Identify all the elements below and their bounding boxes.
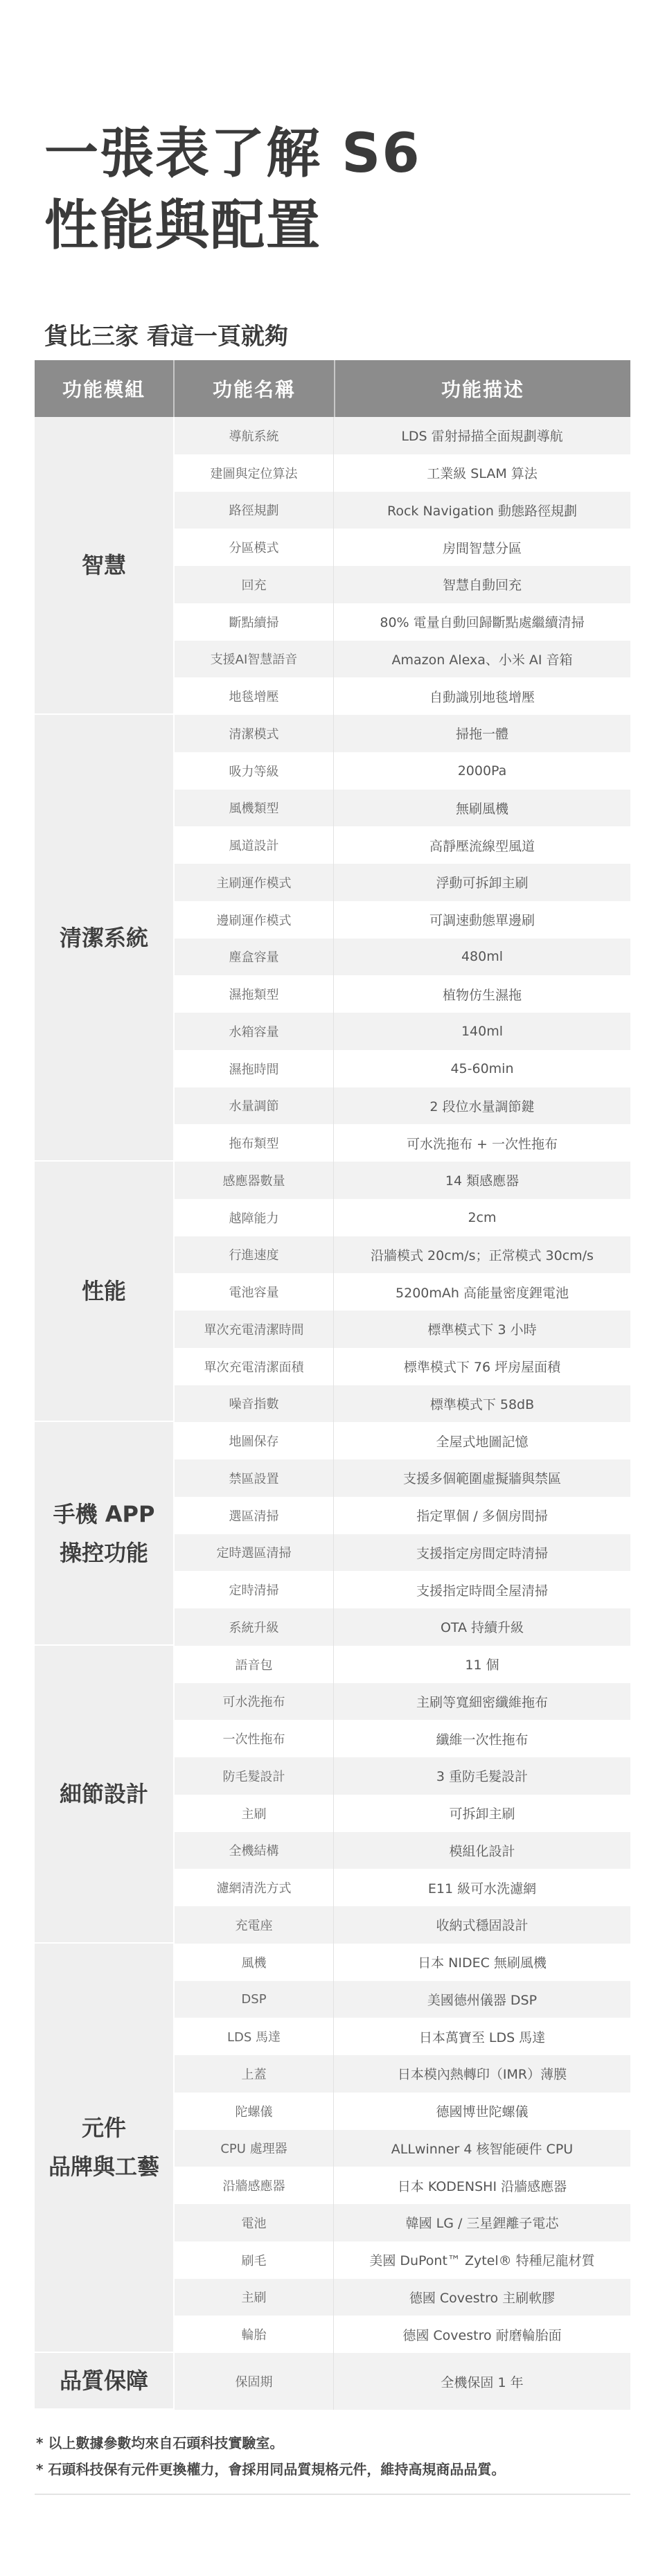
- feature-name: CPU 處理器: [173, 2130, 334, 2167]
- feature-description: 高靜壓流線型風道: [334, 826, 630, 864]
- feature-name: 拖布類型: [173, 1124, 334, 1162]
- feature-name: 感應器數量: [173, 1162, 334, 1199]
- feature-description: 收納式穩固設計: [334, 1906, 630, 1944]
- feature-name: 主刷: [173, 1795, 334, 1832]
- feature-name: 清潔模式: [173, 715, 334, 752]
- feature-name: 全機結構: [173, 1832, 334, 1869]
- feature-description: 2000Pa: [334, 752, 630, 790]
- feature-name: 主刷: [173, 2279, 334, 2316]
- feature-description: 無刷風機: [334, 790, 630, 827]
- feature-name: 塵盒容量: [173, 939, 334, 976]
- feature-description: 美國德州儀器 DSP: [334, 1981, 630, 2018]
- feature-description: 模組化設計: [334, 1832, 630, 1869]
- feature-description: E11 級可水洗濾網: [334, 1869, 630, 1906]
- feature-name: 可水洗拖布: [173, 1683, 334, 1721]
- feature-name: 分區模式: [173, 528, 334, 566]
- feature-description: 480ml: [334, 939, 630, 976]
- module-name: 智慧: [35, 417, 173, 715]
- feature-name: 濾網清洗方式: [173, 1869, 334, 1906]
- feature-description: 標準模式下 76 坪房屋面積: [334, 1348, 630, 1385]
- hero-header: [0, 0, 665, 351]
- feature-description: 日本模內熱轉印（IMR）薄膜: [334, 2055, 630, 2093]
- header-feature-description: 功能描述: [334, 360, 630, 417]
- feature-description: 全機保固 1 年: [334, 2353, 630, 2410]
- feature-description: Amazon Alexa、小米 AI 音箱: [334, 641, 630, 678]
- feature-description: 掃拖一體: [334, 715, 630, 752]
- footnotes: [36, 2430, 505, 2482]
- feature-name: 行進速度: [173, 1236, 334, 1274]
- footer-divider: [35, 2494, 630, 2495]
- feature-name: DSP: [173, 1981, 334, 2018]
- feature-description: 標準模式下 58dB: [334, 1385, 630, 1423]
- feature-name: 刷毛: [173, 2241, 334, 2279]
- feature-name: 水量調節: [173, 1087, 334, 1125]
- feature-description: 沿牆模式 20cm/s；正常模式 30cm/s: [334, 1236, 630, 1274]
- feature-description: 可拆卸主刷: [334, 1795, 630, 1832]
- feature-name: 風機: [173, 1944, 334, 1981]
- feature-name: 建圖與定位算法: [173, 454, 334, 492]
- feature-description: Rock Navigation 動態路徑規劃: [334, 492, 630, 529]
- feature-name: 保固期: [173, 2353, 334, 2410]
- feature-name: 語音包: [173, 1646, 334, 1683]
- table-row: [35, 715, 630, 752]
- feature-description: 2cm: [334, 1199, 630, 1236]
- feature-name: 邊刷運作模式: [173, 901, 334, 939]
- table-row: [35, 417, 630, 454]
- header-feature-name: 功能名稱: [173, 360, 334, 417]
- feature-description: 德國博世陀螺儀: [334, 2093, 630, 2130]
- feature-name: 單次充電清潔時間: [173, 1311, 334, 1348]
- feature-description: 11 個: [334, 1646, 630, 1683]
- feature-description: 日本萬寶至 LDS 馬達: [334, 2018, 630, 2055]
- feature-description: 支援指定房間定時清掃: [334, 1534, 630, 1572]
- feature-name: 防毛髮設計: [173, 1757, 334, 1795]
- table-row: [35, 1646, 630, 1683]
- feature-description: 140ml: [334, 1013, 630, 1050]
- feature-name: 風道設計: [173, 826, 334, 864]
- feature-description: 工業級 SLAM 算法: [334, 454, 630, 492]
- feature-description: 纖維一次性拖布: [334, 1720, 630, 1757]
- module-name: 清潔系統: [35, 715, 173, 1162]
- feature-description: 日本 KODENSHI 沿牆感應器: [334, 2167, 630, 2204]
- feature-name: 充電座: [173, 1906, 334, 1944]
- feature-name: 濕拖時間: [173, 1050, 334, 1087]
- feature-name: 主刷運作模式: [173, 864, 334, 901]
- table-row: [35, 2353, 630, 2410]
- feature-name: 風機類型: [173, 790, 334, 827]
- feature-name: 斷點續掃: [173, 603, 334, 641]
- feature-name: 陀螺儀: [173, 2093, 334, 2130]
- table-row: [35, 1422, 630, 1459]
- feature-description: 美國 DuPont™ Zytel® 特種尼龍材質: [334, 2241, 630, 2279]
- module-name: 手機 APP 操控功能: [35, 1422, 173, 1646]
- feature-name: 電池: [173, 2204, 334, 2241]
- feature-description: OTA 持續升級: [334, 1608, 630, 1646]
- feature-description: 14 類感應器: [334, 1162, 630, 1199]
- table-row: [35, 1162, 630, 1199]
- feature-name: 水箱容量: [173, 1013, 334, 1050]
- feature-description: 日本 NIDEC 無刷風機: [334, 1944, 630, 1981]
- feature-name: 導航系統: [173, 417, 334, 454]
- feature-name: LDS 馬達: [173, 2018, 334, 2055]
- module-name: 性能: [35, 1162, 173, 1422]
- feature-description: 智慧自動回充: [334, 566, 630, 603]
- feature-name: 系統升級: [173, 1608, 334, 1646]
- feature-description: 全屋式地圖記憶: [334, 1422, 630, 1459]
- feature-name: 定時選區清掃: [173, 1534, 334, 1572]
- table-header-row: [35, 360, 630, 417]
- feature-name: 路徑規劃: [173, 492, 334, 529]
- feature-description: 2 段位水量調節鍵: [334, 1087, 630, 1125]
- feature-name: 單次充電清潔面積: [173, 1348, 334, 1385]
- module-name: 品質保障: [35, 2353, 173, 2410]
- feature-name: 地毯增壓: [173, 677, 334, 715]
- feature-name: 噪音指數: [173, 1385, 334, 1423]
- spec-table-body: [35, 417, 630, 2410]
- page-subtitle: 貨比三家 看這一頁就夠: [44, 323, 288, 350]
- feature-description: 浮動可拆卸主刷: [334, 864, 630, 901]
- feature-description: 指定單個 / 多個房間掃: [334, 1497, 630, 1534]
- feature-description: 標準模式下 3 小時: [334, 1311, 630, 1348]
- feature-name: 上蓋: [173, 2055, 334, 2093]
- feature-description: ALLwinner 4 核智能硬件 CPU: [334, 2130, 630, 2167]
- feature-name: 沿牆感應器: [173, 2167, 334, 2204]
- feature-description: 支援指定時間全屋清掃: [334, 1571, 630, 1608]
- feature-description: 植物仿生濕拖: [334, 975, 630, 1013]
- feature-name: 選區清掃: [173, 1497, 334, 1534]
- feature-description: 可調速動態單邊刷: [334, 901, 630, 939]
- feature-name: 地圖保存: [173, 1422, 334, 1459]
- feature-name: 輪胎: [173, 2316, 334, 2353]
- feature-description: 自動識別地毯增壓: [334, 677, 630, 715]
- feature-description: 德國 Covestro 主刷軟膠: [334, 2279, 630, 2316]
- feature-description: 45-60min: [334, 1050, 630, 1087]
- feature-name: 支援AI智慧語音: [173, 641, 334, 678]
- feature-description: 主刷等寬細密纖維拖布: [334, 1683, 630, 1721]
- feature-description: LDS 雷射掃描全面規劃導航: [334, 417, 630, 454]
- feature-name: 禁區設置: [173, 1459, 334, 1497]
- module-name: 細節設計: [35, 1646, 173, 1944]
- feature-description: 3 重防毛髮設計: [334, 1757, 630, 1795]
- page-title-line-2: 性能與配置: [44, 195, 322, 257]
- feature-name: 濕拖類型: [173, 975, 334, 1013]
- footnote-2: * 石頭科技保有元件更換權力，會採用同品質規格元件，維持高規商品品質。: [36, 2461, 506, 2478]
- module-name: 元件 品牌與工藝: [35, 1944, 173, 2353]
- feature-description: 支援多個範圍虛擬牆與禁區: [334, 1459, 630, 1497]
- feature-description: 德國 Covestro 耐磨輪胎面: [334, 2316, 630, 2353]
- feature-description: 80% 電量自動回歸斷點處繼續清掃: [334, 603, 630, 641]
- page-title-line-1: 一張表了解 S6: [44, 123, 421, 185]
- feature-name: 吸力等級: [173, 752, 334, 790]
- feature-name: 電池容量: [173, 1273, 334, 1311]
- footnote-1: * 以上數據參數均來自石頭科技實驗室。: [36, 2435, 284, 2451]
- feature-description: 可水洗拖布 + 一次性拖布: [334, 1124, 630, 1162]
- header-module: 功能模組: [35, 360, 173, 417]
- feature-name: 越障能力: [173, 1199, 334, 1236]
- feature-description: 房間智慧分區: [334, 528, 630, 566]
- feature-description: 5200mAh 高能量密度鋰電池: [334, 1273, 630, 1311]
- feature-description: 韓國 LG / 三星鋰離子電芯: [334, 2204, 630, 2241]
- spec-table: [35, 360, 630, 2410]
- feature-name: 一次性拖布: [173, 1720, 334, 1757]
- table-row: [35, 1944, 630, 1981]
- feature-name: 回充: [173, 566, 334, 603]
- feature-name: 定時清掃: [173, 1571, 334, 1608]
